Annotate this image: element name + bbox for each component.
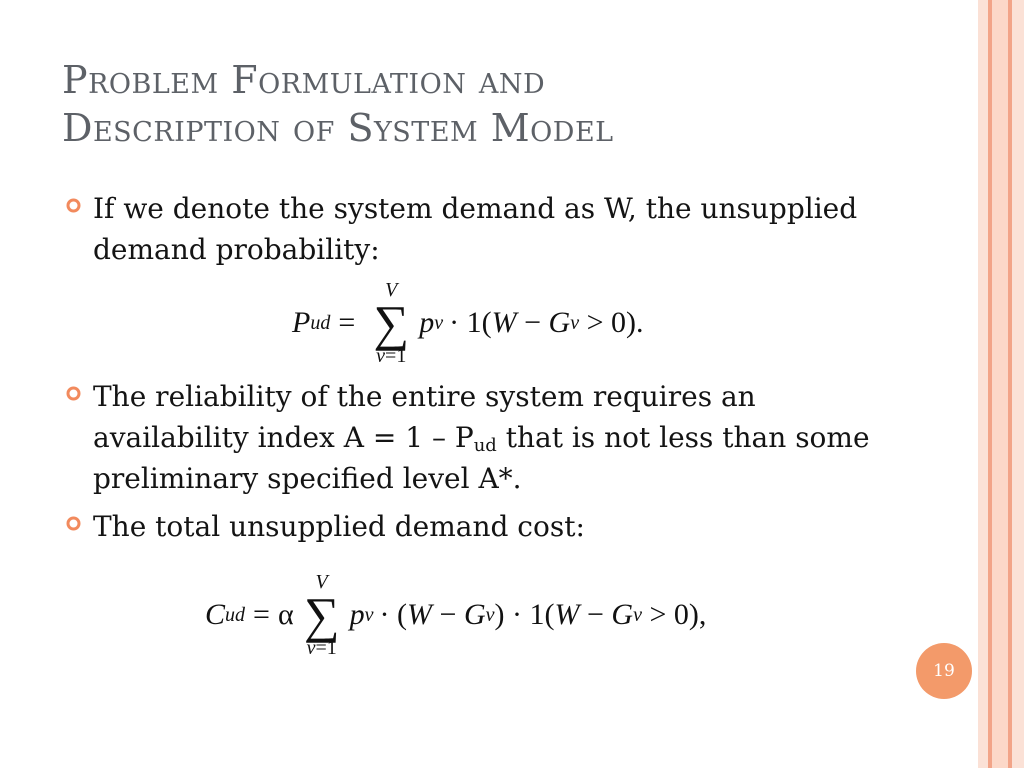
bullet-text: that is not less than some preliminary specified level A*. — [93, 421, 870, 495]
ring-bullet-icon — [65, 197, 82, 214]
sum-symbol: ∑ — [373, 295, 410, 351]
formula-operator: − — [432, 598, 464, 631]
formula-operator: − — [516, 306, 549, 339]
formula-symbol: W — [491, 306, 517, 339]
formula-operator: ) · 1( — [494, 598, 555, 631]
slide-title-line-2: Description of System Model — [62, 106, 614, 150]
formula-symbol: C — [205, 598, 226, 631]
formula-equals: = — [338, 306, 356, 339]
formula-operator: · ( — [379, 598, 408, 631]
formula-symbol: G — [611, 598, 634, 631]
decor-stripe — [992, 0, 1008, 768]
sum-symbol: ∑ — [303, 587, 340, 643]
formula-symbol: G — [463, 598, 486, 631]
bullet-text: The reliability of the entire system requires an availability index A = 1 – P — [93, 380, 756, 454]
formula-operator: · 1( — [449, 306, 492, 339]
formula-unsupplied-probability: P ud = V ∑ v=1 p v · 1( W − G v > 0). — [292, 279, 644, 367]
decor-stripe — [1012, 0, 1024, 768]
sum-index-start: =1 — [385, 345, 407, 367]
bullet-item — [93, 376, 893, 499]
ring-bullet-icon — [65, 385, 82, 402]
bullet-item — [93, 506, 893, 547]
formula-symbol: G — [548, 306, 571, 339]
formula-symbol: P — [292, 306, 311, 339]
formula-equals: = — [253, 598, 270, 631]
formula-symbol: W — [407, 598, 433, 631]
decor-stripe — [978, 0, 988, 768]
formula-unsupplied-cost: C ud = α V ∑ v=1 p v · ( W − G v ) · 1( W − G v > 0), — [205, 571, 707, 659]
sum-upper-limit: V — [385, 279, 398, 301]
sum-index: v — [376, 345, 386, 367]
formula-symbol: α — [277, 598, 294, 631]
slide-title-line-1: Problem Formulation and — [62, 58, 546, 102]
formula-operator: > 0), — [641, 598, 707, 631]
summation — [367, 280, 415, 366]
sum-index: v — [306, 637, 316, 659]
bullet-text: If we denote the system demand as W, the unsupplied demand probability: — [93, 192, 858, 266]
formula-symbol: p — [349, 598, 365, 631]
sum-index-start: =1 — [315, 637, 337, 659]
bullet-item — [93, 188, 893, 270]
sum-upper-limit: V — [315, 571, 328, 593]
page-number-badge — [916, 643, 972, 699]
page-number: 19 — [933, 661, 955, 681]
formula-symbol: p — [419, 306, 435, 339]
bullet-subscript: ud — [473, 435, 497, 456]
formula-operator: > 0). — [579, 306, 644, 339]
summation — [298, 572, 346, 658]
formula-symbol: W — [554, 598, 580, 631]
slide-title — [62, 56, 922, 152]
ring-bullet-icon — [65, 515, 82, 532]
formula-operator: − — [579, 598, 612, 631]
bullet-text: The total unsupplied demand cost: — [93, 510, 585, 543]
